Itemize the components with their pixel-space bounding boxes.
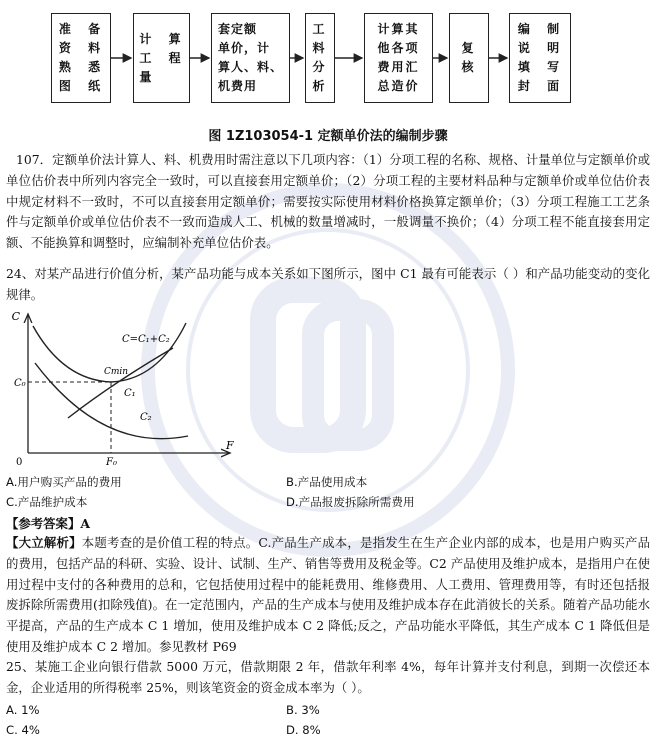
q24-answer: 【参考答案】A	[6, 516, 90, 531]
flow-step-7: 编 制 说 明 填 写 封 面	[509, 13, 571, 103]
q24-option-c: C.产品维护成本	[6, 495, 88, 509]
flow-step-2: 计 算 工 程 量	[133, 13, 190, 103]
q25-option-b: B. 3%	[286, 703, 320, 717]
sum-label: C=C₁+C₂	[122, 334, 170, 345]
q24-option-a: A.用户购买产品的费用	[6, 475, 122, 489]
q25-option-a: A. 1%	[6, 703, 40, 717]
flow-step-1: 准 备 资 料 熟 悉 图 纸	[51, 13, 111, 103]
q25-option-d: D. 8%	[286, 723, 321, 737]
flow-step-5: 计算其 他各项 费用汇 总造价	[364, 13, 433, 103]
flowchart-caption: 图 1Z103054-1 定额单价法的编制步骤	[208, 129, 448, 144]
cmin-label: Cmin	[104, 367, 129, 377]
flow-step-6: 复 核	[449, 13, 489, 103]
cost-function-graph	[8, 308, 248, 468]
analysis-text: 本题考查的是价值工程的特点。C.产品生产成本，是指发生在生产企业内部的成本，也是用户购买产品的费用，包括产品的科研、实验、设计、试制、生产、销售等费用及税金等。C2 产品使用及维护成本，是指用户在使用过程中支付的各种费用的总和，它包括使用过程中的能耗费用、维修费用、人工费用、管理费用等，有时还包括报废拆除所需费用(扣除残值)。在一定范围内，产品的生产成本与使用及维护成本存在此消彼长的关系。随着产品功能水平提高，产品的生产成本 C 1 增加，使用及维护成本 C 2 降低;反之，产品功能水平降低，其生产成本 C 1 降低但是使用及维护成本 C 2 增加。参见教材 P69	[6, 535, 651, 654]
analysis-label: 【大立解析】	[6, 535, 82, 550]
question-24-stem: 24、对某产品进行价值分析，某产品功能与成本关系如下图所示，图中 C1 最有可能表示（ ）和产品功能变动的变化规律。	[6, 266, 650, 302]
origin-label: 0	[16, 457, 23, 468]
flow-step-4: 工 料 分 析	[305, 13, 335, 103]
y-axis-label: C	[11, 310, 20, 323]
c2-curve	[68, 348, 173, 418]
q24-option-b: B.产品使用成本	[286, 475, 368, 489]
flow-step-3: 套定额 单价，计 算人、料、 机费用	[211, 13, 290, 103]
x-axis-label: F	[226, 439, 234, 452]
flow-arrows	[0, 0, 656, 110]
f0-label: F₀	[106, 457, 117, 468]
q24-analysis	[6, 533, 650, 658]
question-25-stem: 25、某施工企业向银行借款 5000 万元，借款期限 2 年，借款年利率 4%，每年计算并支付利息，到期一次偿还本金，企业适用的所得税率 25%，则该笔资金的资金成本率为（ ）。	[6, 659, 650, 695]
c0-label: C₀	[14, 378, 26, 389]
question-107-text: 107．定额单价法计算人、料、机费用时需注意以下几项内容：（1）分项工程的名称、规格、计量单位与定额单价或单位估价表中所列内容完全一致时，可以直接套用定额单价；（2）分项工程的主要材料品种与定额单价或单位估价表中规定材料不一致时，不可以直接套用定额单价；需要按实际使用材料价格换算定额单价；（3）分项工程施工工艺条件与定额单价或单位估价表不一致而造成人工、机械的数量增减时，一般调量不换价；（4）分项工程不能直接套用定额、不能换算和调整时，应编制补充单位估价表。	[6, 152, 650, 251]
c1-label: C₁	[124, 388, 136, 399]
q25-option-c: C. 4%	[6, 723, 40, 737]
c2-label: C₂	[140, 412, 152, 423]
q24-option-d: D.产品报废拆除所需费用	[286, 495, 415, 509]
